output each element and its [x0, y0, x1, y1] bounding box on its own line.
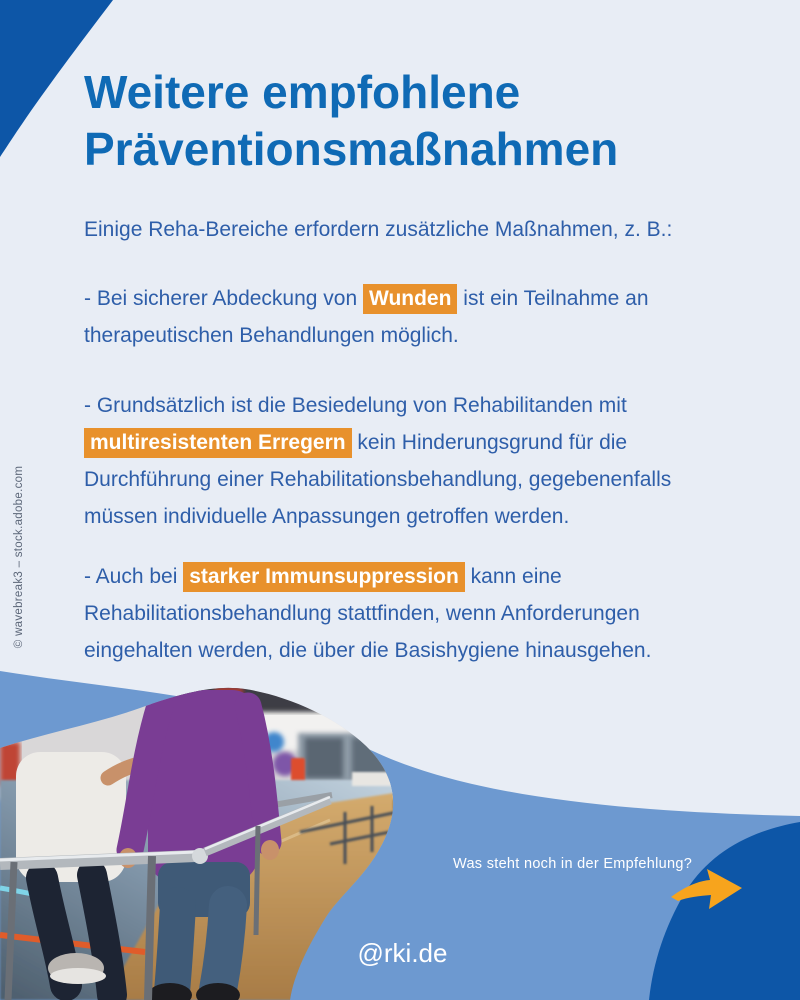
page-title-line1: Weitere empfohlene [84, 66, 521, 118]
bullet-text-pre: - Auch bei [84, 565, 184, 588]
footer-question: Was steht noch in der Empfehlung? [453, 856, 693, 872]
bullet-text-post: kann eine Rehabilitationsbehandlung stattfinden, wenn Anforderungen eingehalten werden, die über die Basishygiene hinausgehen. [84, 565, 652, 662]
bullet-text-pre: - Grundsätzlich ist die Besiedelung von Rehabilitanden mit [84, 394, 627, 417]
bullet-paragraph-immunsuppression [84, 558, 712, 669]
page-title [84, 64, 764, 178]
photo-credit: © wavebreak3 – stock.adobe.com [13, 465, 25, 649]
highlight-immunsuppression: starker Immunsuppression [183, 562, 465, 592]
bullet-text-pre: - Bei sicherer Abdeckung von [84, 287, 363, 310]
bullet-paragraph-wunden [84, 280, 712, 354]
highlight-wunden: Wunden [363, 284, 457, 314]
intro-text: Einige Reha-Bereiche erfordern zusätzliche Maßnahmen, z. B.: [84, 218, 673, 241]
social-handle: @rki.de [357, 938, 448, 968]
bullet-text-post: kein Hinderungsgrund für die Durchführung einer Rehabilitationsbehandlung, gegebenenfalls müssen individuelle Anpassungen getroffen werden. [84, 431, 672, 528]
bullet-paragraph-erreger [84, 387, 712, 535]
highlight-multiresistente-erreger: multiresistenten Erregern [84, 428, 352, 458]
bullet-text-post: ist ein Teilnahme an therapeutischen Behandlungen möglich. [84, 287, 649, 347]
page-title-line2: Präventionsmaßnahmen [84, 123, 619, 175]
